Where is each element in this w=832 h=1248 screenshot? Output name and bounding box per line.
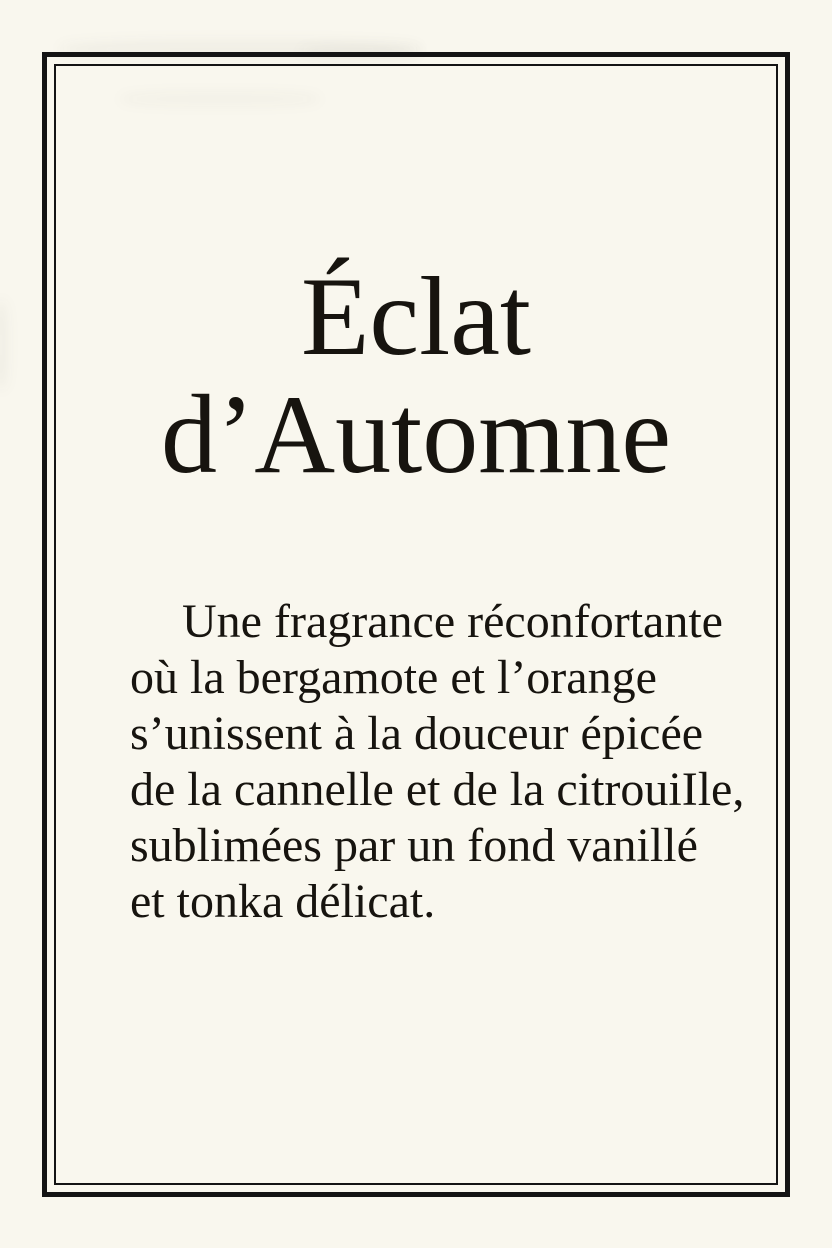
fragrance-description (130, 594, 745, 930)
description-line-1: Une fragrance réconfortante (182, 595, 723, 648)
description-line-4: de la cannelle et de la citrouiIle, (130, 763, 745, 816)
title-line-2: d’Automne (160, 373, 672, 497)
fragrance-title (0, 255, 832, 497)
title-line-1: Éclat (300, 255, 532, 379)
description-line-6: et tonka délicat. (130, 875, 436, 928)
description-line-5: sublimées par un fond vanillé (130, 819, 698, 872)
description-line-2: où la bergamote et l’orange (130, 651, 657, 704)
description-line-3: s’unissent à la douceur épicée (130, 707, 704, 760)
